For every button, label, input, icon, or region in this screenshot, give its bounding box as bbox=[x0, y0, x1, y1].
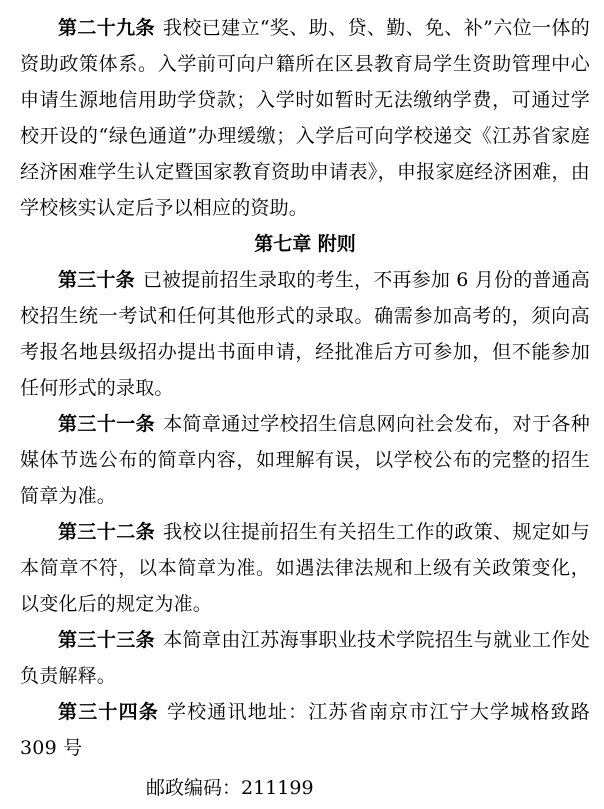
article-text: 我校以往提前招生有关招生工作的政策、规定如与本简章不符，以本简章为准。如遇法律法规和上级有关政策变化，以变化后的规定为准。 bbox=[20, 521, 590, 615]
article-29 bbox=[20, 10, 590, 226]
article-number: 第三十二条 bbox=[58, 521, 156, 543]
postal-code-label: 邮政编码： bbox=[146, 777, 242, 799]
article-30 bbox=[20, 262, 590, 406]
article-34 bbox=[20, 694, 590, 766]
article-text: 已被提前招生录取的考生，不再参加 6 月份的普通高校招生统一考试和任何其他形式的录取。确需参加高考的，须向高考报名地县级招办提出书面申请，经批准后方可参加，但不能参加任何形式的录取。 bbox=[20, 269, 590, 399]
article-number: 第三十一条 bbox=[58, 413, 156, 435]
postal-code-line bbox=[20, 766, 590, 806]
article-32 bbox=[20, 514, 590, 622]
article-number: 第三十三条 bbox=[58, 629, 156, 651]
article-number: 第二十九条 bbox=[58, 17, 155, 39]
article-text: 本简章由江苏海事职业技术学院招生与就业工作处负责解释。 bbox=[20, 629, 590, 687]
article-text: 我校已建立“奖、助、贷、勤、免、补”六位一体的资助政策体系。入学前可向户籍所在区县教育局学生资助管理中心申请生源地信用助学贷款；入学时如暂时无法缴纳学费，可通过学校开设的“绿色通道”办理缓缴；入学后可向学校递交《江苏省家庭经济困难学生认定暨国家教育资助申请表》，申报家庭经济困难，由学校核实认定后予以相应的资助。 bbox=[20, 17, 590, 219]
article-33 bbox=[20, 622, 590, 694]
article-number: 第三十条 bbox=[58, 269, 135, 291]
chapter-heading: 第七章 附则 bbox=[254, 233, 356, 255]
article-number: 第三十四条 bbox=[58, 701, 159, 723]
article-31 bbox=[20, 406, 590, 514]
postal-code-value: 211199 bbox=[241, 777, 314, 799]
article-text: 学校通讯地址：江苏省南京市江宁大学城格致路 309 号 bbox=[20, 701, 590, 759]
article-text: 本简章通过学校招生信息网向社会发布，对于各种媒体节选公布的简章内容，如理解有误，以学校公布的完整的招生简章为准。 bbox=[20, 413, 590, 507]
